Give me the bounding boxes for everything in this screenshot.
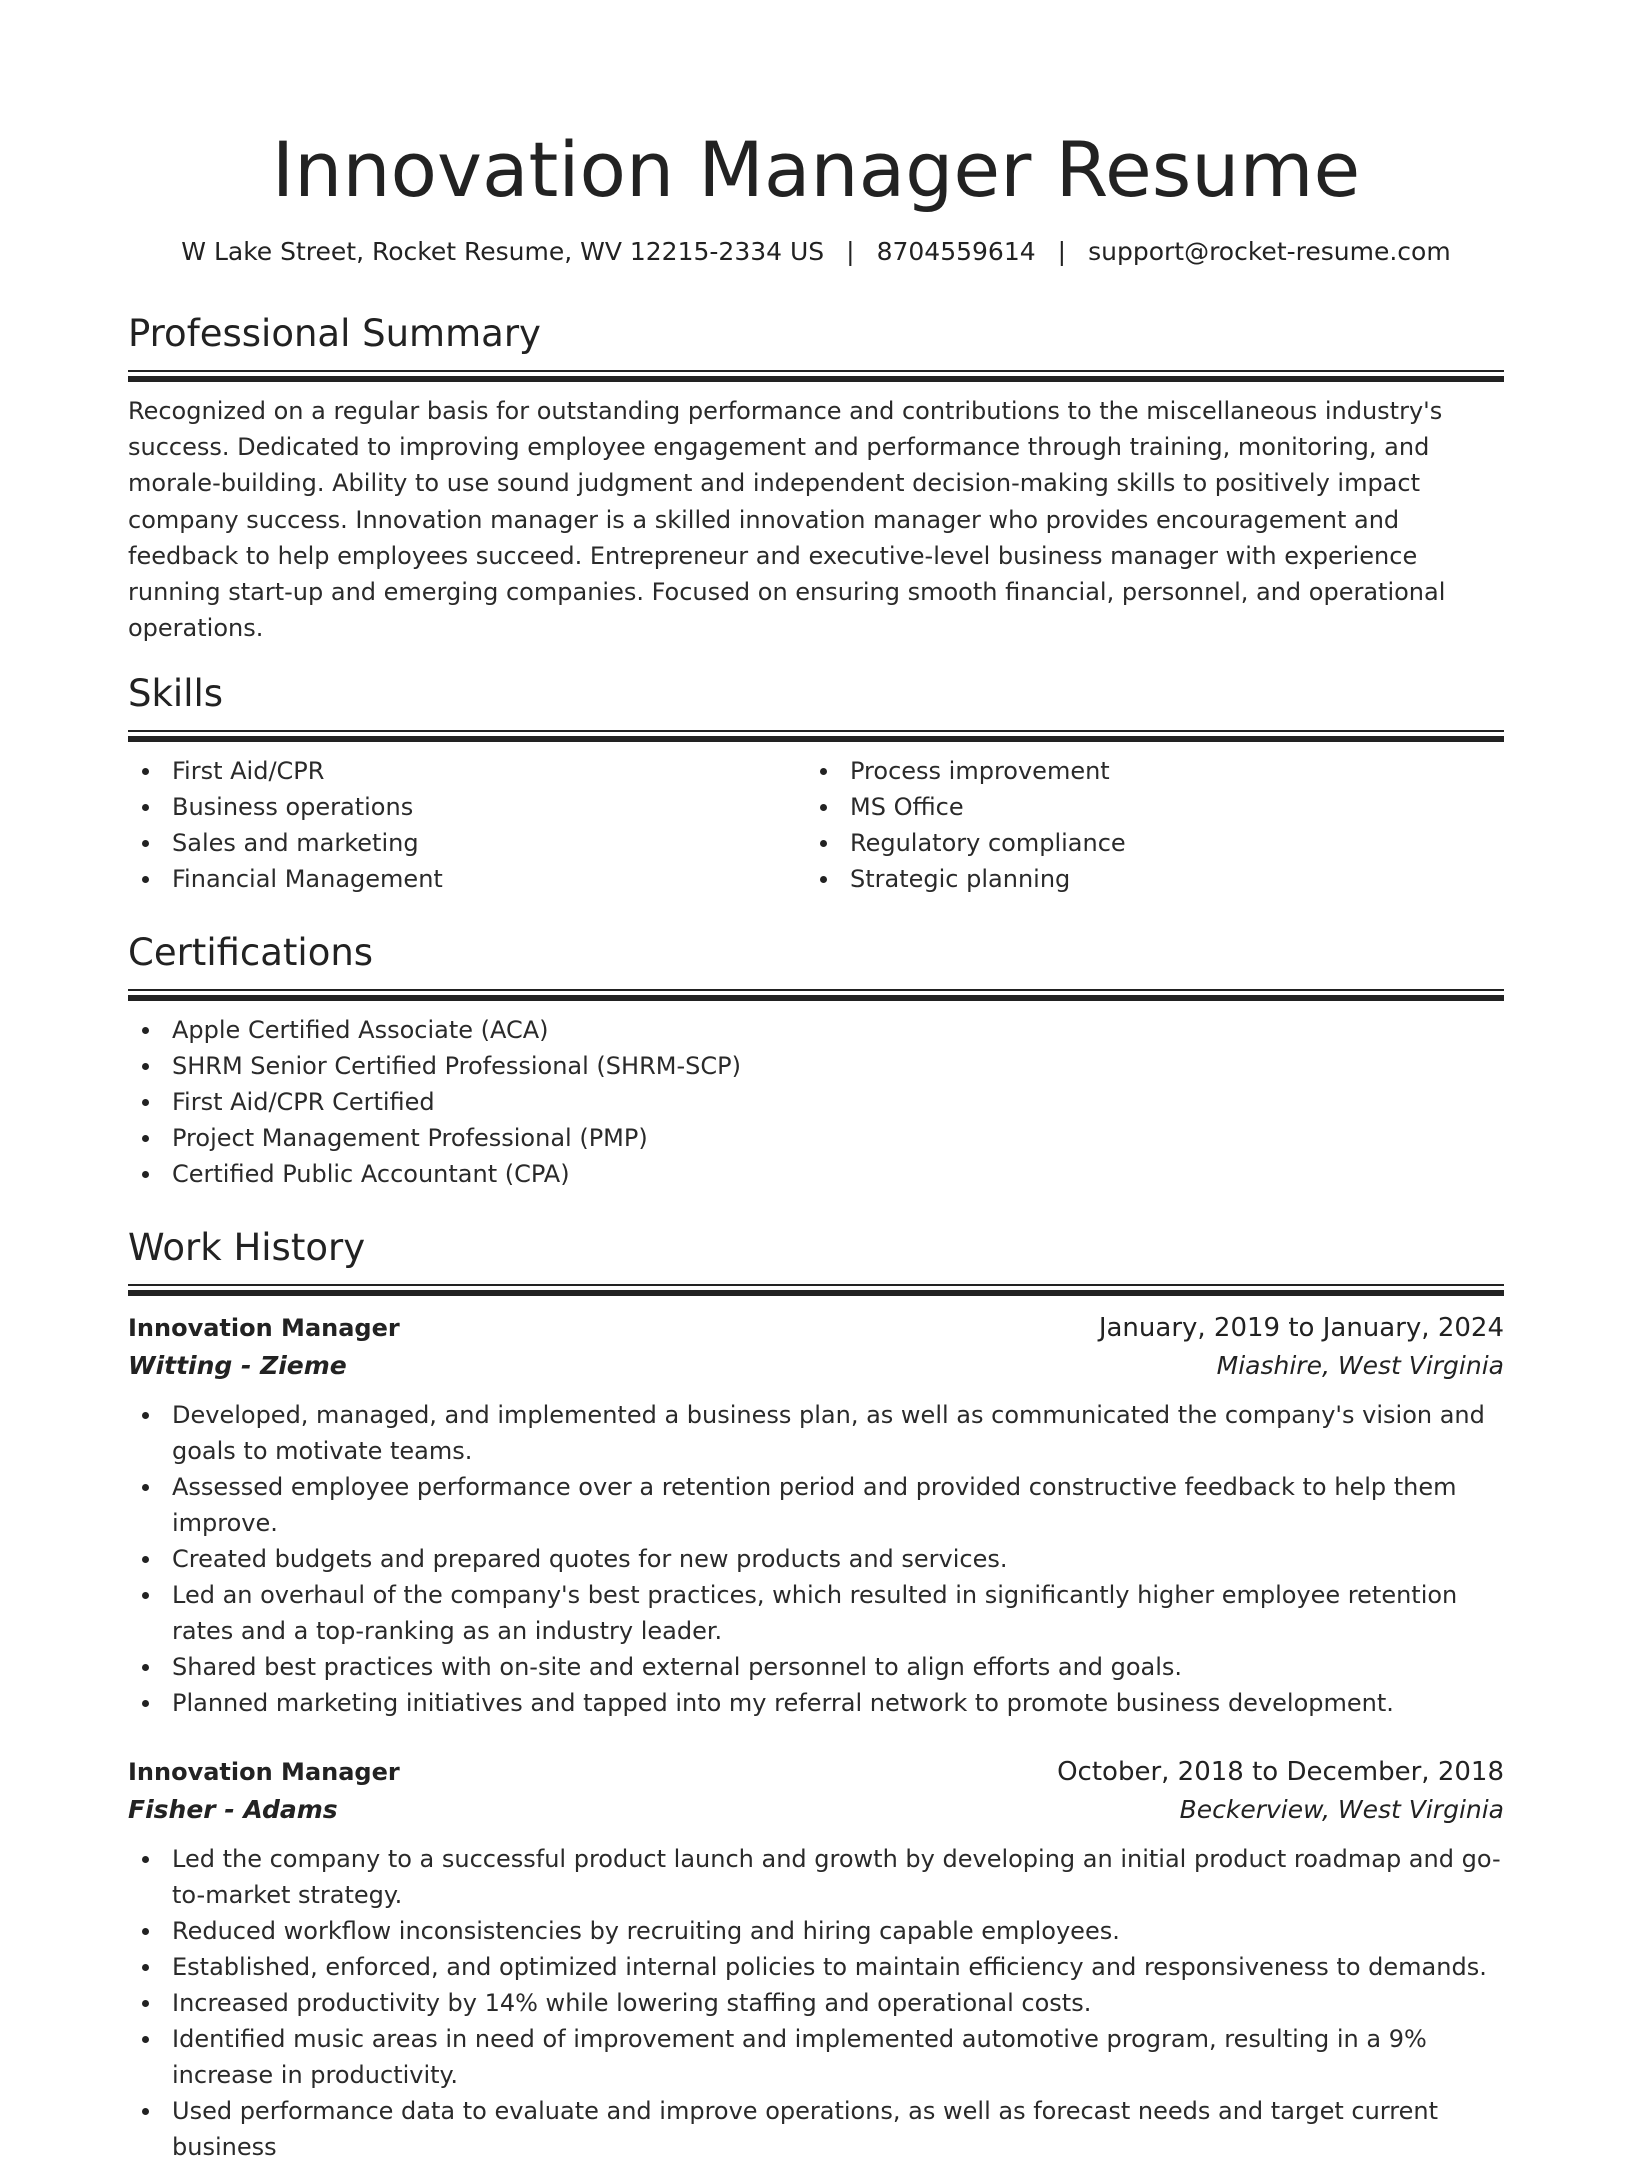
- certifications-section: [128, 929, 1504, 1192]
- section-divider: [128, 989, 1504, 1000]
- certifications-heading: Certifications: [128, 931, 374, 975]
- certification-item: Project Management Professional (PMP): [128, 1120, 1504, 1156]
- job-location: Miashire, West Virginia: [1216, 1351, 1504, 1381]
- job-bullet: Reduced workflow inconsistencies by recruiting and hiring capable employees.: [128, 1913, 1504, 1949]
- skill-item: Financial Management: [128, 861, 806, 897]
- certification-item: First Aid/CPR Certified: [128, 1084, 1504, 1120]
- certification-item: Certified Public Accountant (CPA): [128, 1156, 1504, 1192]
- job-bullet: Established, enforced, and optimized internal policies to maintain efficiency and responsiveness to demands.: [128, 1949, 1504, 1985]
- job-bullets: [128, 1841, 1504, 2165]
- job-title: Innovation Manager: [128, 1314, 400, 1343]
- work-heading: Work History: [128, 1226, 366, 1270]
- job-location: Beckerview, West Virginia: [1179, 1795, 1504, 1825]
- job-bullet: Used performance data to evaluate and improve operations, as well as forecast needs and target current business: [128, 2093, 1504, 2165]
- job-bullet: Identified music areas in need of improvement and implemented automotive program, resulting in a 9% increase in productivity.: [128, 2021, 1504, 2093]
- skills-list-right: [806, 753, 1484, 897]
- skills-columns: [128, 753, 1504, 897]
- job-dates: January, 2019 to January, 2024: [1098, 1313, 1504, 1344]
- work-section: [128, 1224, 1504, 2165]
- job-header: [128, 1309, 1504, 1347]
- job-subheader: [128, 1347, 1504, 1385]
- section-divider: [128, 730, 1504, 741]
- resume-content: [128, 122, 1504, 2165]
- job-bullets: [128, 1397, 1504, 1721]
- job-dates: October, 2018 to December, 2018: [1057, 1757, 1504, 1788]
- skill-item: Business operations: [128, 789, 806, 825]
- resume-title: Innovation Manager Resume: [271, 125, 1361, 214]
- job-bullet: Developed, managed, and implemented a business plan, as well as communicated the company's vision and goals to motivate teams.: [128, 1397, 1504, 1469]
- job-bullet: Assessed employee performance over a retention period and provided constructive feedback to help them improve.: [128, 1469, 1504, 1541]
- summary-heading: Professional Summary: [128, 312, 541, 355]
- contact-phone: 8704559614: [876, 237, 1036, 266]
- summary-section: [128, 310, 1504, 646]
- job-bullet: Shared best practices with on-site and external personnel to align efforts and goals.: [128, 1649, 1504, 1685]
- skill-item: First Aid/CPR: [128, 753, 806, 789]
- contact-email: support@rocket-resume.com: [1088, 237, 1451, 266]
- job-header: [128, 1753, 1504, 1791]
- certifications-list: [128, 1012, 1504, 1192]
- skill-item: Process improvement: [806, 753, 1484, 789]
- contact-separator: |: [846, 237, 855, 266]
- skill-item: Sales and marketing: [128, 825, 806, 861]
- contact-address: W Lake Street, Rocket Resume, WV 12215-2334 US: [181, 237, 825, 266]
- job-subheader: [128, 1791, 1504, 1829]
- certification-item: SHRM Senior Certified Professional (SHRM-SCP): [128, 1048, 1504, 1084]
- skill-item: MS Office: [806, 789, 1484, 825]
- job-bullet: Led the company to a successful product launch and growth by developing an initial product roadmap and go-to-market strategy.: [128, 1841, 1504, 1913]
- job-entry: [128, 1753, 1504, 2165]
- skill-item: Strategic planning: [806, 861, 1484, 897]
- job-company: Witting - Zieme: [128, 1351, 347, 1381]
- job-bullet: Planned marketing initiatives and tapped into my referral network to promote business development.: [128, 1685, 1504, 1721]
- section-divider: [128, 1284, 1504, 1295]
- skills-section: [128, 670, 1504, 897]
- summary-text: Recognized on a regular basis for outstanding performance and contributions to the miscellaneous industry's success. Dedicated to improving employee engagement and performance through training, monitoring, and morale-building. Ability to use sound judgment and independent decision-making skills to positively impact company success. Innovation manager is a skilled innovation manager who provides encouragement and feedback to help employees succeed. Entrepreneur and executive-level business manager with experience running start-up and emerging companies. Focused on ensuring smooth financial, personnel, and operational operations.: [128, 397, 1446, 643]
- job-bullet: Led an overhaul of the company's best practices, which resulted in significantly higher employee retention rates and a top-ranking as an industry leader.: [128, 1577, 1504, 1649]
- job-title: Innovation Manager: [128, 1758, 400, 1787]
- job-entry: [128, 1309, 1504, 1721]
- contact-line: [128, 234, 1504, 270]
- job-bullet: Created budgets and prepared quotes for new products and services.: [128, 1541, 1504, 1577]
- skills-heading: Skills: [128, 672, 224, 716]
- skills-list-left: [128, 753, 806, 897]
- certification-item: Apple Certified Associate (ACA): [128, 1012, 1504, 1048]
- section-divider: [128, 370, 1504, 381]
- contact-separator: |: [1057, 237, 1067, 266]
- job-company: Fisher - Adams: [128, 1795, 338, 1825]
- job-bullet: Increased productivity by 14% while lowering staffing and operational costs.: [128, 1985, 1504, 2021]
- skill-item: Regulatory compliance: [806, 825, 1484, 861]
